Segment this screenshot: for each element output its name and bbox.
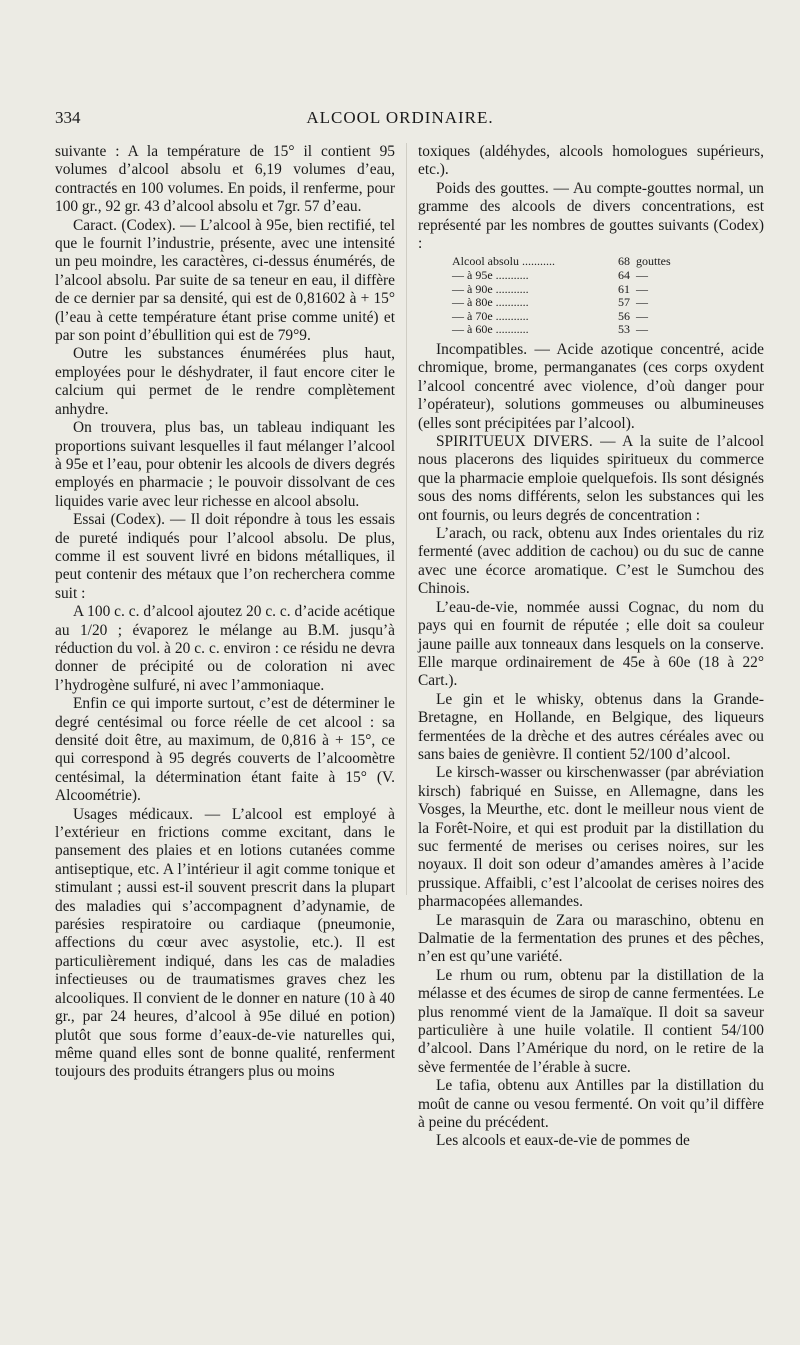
paragraph: SPIRITUEUX DIVERS. — A la suite de l’alcool nous placerons des liquides spiritueux du commerce que la pharmacie emploie quelquefois. Ils sont désignés sous des noms différents, selon les substances qui les ont fournis, ou leurs degrés de concentration : [418,433,764,524]
drops-unit: — [636,308,648,323]
page-header [55,108,745,134]
drops-label: — à 80e ........... [452,295,529,310]
paragraph: toxiques (aldéhydes, alcools homologues supérieurs, etc.). [418,143,764,179]
drops-count: 68 [618,254,630,269]
drops-row [452,310,764,324]
paragraph: Le rhum ou rum, obtenu par la distillation de la mélasse et des écumes de sirop de canne fermentées. Le plus renommé vient de la Jamaïque. Il doit sa saveur particulière à une huile volatile. Il contient 54/100 d’alcool. Dans l’Amérique du nord, on le retire de la sève fermentée de l’érable à sucre. [418,966,764,1076]
paragraph: suivante : A la température de 15° il contient 95 volumes d’alcool absolu et 6,19 volumes d’eau, contractés en 100 volumes. En poids, il renferme, pour 100 gr., 92 gr. 43 d’alcool absolu et 7gr. 57 d’eau. [55,143,395,216]
drops-row [452,255,764,269]
paragraph: On trouvera, plus bas, un tableau indiquant les proportions suivant lesquelles il faut mélanger l’alcool à 95e et l’eau, pour obtenir les alcools de divers degrés employés en pharmacie ; le pouvoir dissolvant de ces liquides varie avec leur richesse en alcool absolu. [55,419,395,510]
drops-unit: gouttes [636,254,671,269]
paragraph: Caract. (Codex). — L’alcool à 95e, bien rectifié, tel que le fournit l’industrie, présente, avec une intensité un peu moindre, les caractères, ci-dessus énumérés, de l’alcool absolu. Par suite de sa teneur en eau, il diffère de ce dernier par sa densité, qui est de 0,81602 à + 15° (l’eau à cette température étant prise comme unité) et par son point d’ébullition qui est de 79°9. [55,216,395,345]
drops-count: 53 [618,322,630,337]
paragraph: L’eau-de-vie, nommée aussi Cognac, du nom du pays qui en fournit de réputée ; elle doit sa couleur jaune paille aux tonneaux dans lesquels on la conserve. Elle marque ordinairement de 45e à 60e (18 à 22° Cart.). [418,598,764,690]
paragraph: Le marasquin de Zara ou maraschino, obtenu en Dalmatie de la fermentation des prunes et des pêches, n’en est qu’une variété. [418,911,764,966]
drops-label: — à 70e ........... [452,308,529,323]
column-divider [406,143,407,895]
drops-label: — à 95e ........... [452,268,529,283]
drops-unit: — [636,322,648,337]
drops-count: 61 [618,281,630,296]
paragraph: Le tafia, obtenu aux Antilles par la distillation du moût de canne ou vesou fermenté. On voit qu’il diffère à peine du précédent. [418,1077,764,1132]
drops-row [452,283,764,297]
drops-table [452,255,764,337]
running-title: ALCOOL ORDINAIRE. [306,108,494,127]
paragraph: Essai (Codex). — Il doit répondre à tous les essais de pureté indiqués pour l’alcool absolu. De plus, comme il est souvent livré en bidons métalliques, il peut contenir des métaux que l’on recherchera comme suit : [55,511,395,602]
drops-label: Alcool absolu ........... [452,254,555,269]
drops-unit: — [636,295,648,310]
drops-row [452,269,764,283]
paragraph: Le kirsch-wasser ou kirschenwasser (par abréviation kirsch) fabriqué en Suisse, en Allemagne, dans les Vosges, la Meurthe, etc. dont le meilleur nous vient de la Forêt-Noire, et qui est produit par la distillation du suc fermenté de merises ou cerises noires, sur les noyaux. Il doit son odeur d’amandes amères à l’acide prussique. Affaibli, c’est l’alcoolat de cerises noires des pharmacopées allemandes. [418,764,764,911]
paragraph: Enfin ce qui importe surtout, c’est de déterminer le degré centésimal ou force réelle de cet alcool : sa densité doit être, au maximum, de 0,816 à + 15°, ce qui correspond à 95 degrés couverts de l’alcoomètre centésimal, la détermination étant faite à 15° (V. Alcoométrie). [55,695,395,805]
paragraph: Le gin et le whisky, obtenus dans la Grande-Bretagne, en Hollande, en Belgique, des liqueurs fermentées de la drèche et des autres céréales avec ou sans baies de genièvre. Il contient 52/100 d’alcool. [418,690,764,763]
drops-unit: — [636,268,648,283]
drops-count: 56 [618,308,630,323]
drops-unit: — [636,281,648,296]
page-number: 334 [55,108,81,127]
left-column [55,143,395,1082]
drops-label: — à 90e ........... [452,281,529,296]
paragraph: L’arach, ou rack, obtenu aux Indes orientales du riz fermenté (avec addition de cachou) ou du suc de canne avec une écorce aromatique. C’est le Sumchou des Chinois. [418,525,764,598]
drops-row [452,296,764,310]
drops-label: — à 60e ........... [452,322,529,337]
paragraph: Incompatibles. — Acide azotique concentré, acide chromique, brome, permanganates (ces corps oxydent l’alcool concentré avec violence, d’où danger pour l’opérateur), solutions gommeuses ou albumineuses (elles sont précipitées par l’alcool). [418,341,764,432]
drops-count: 64 [618,268,630,283]
right-column [418,143,764,1151]
drops-count: 57 [618,295,630,310]
paragraph: Usages médicaux. — L’alcool est employé à l’extérieur en frictions comme excitant, dans le pansement des plaies et en lotions cutanées comme antiseptique, etc. A l’intérieur il agit comme tonique et stimulant ; aussi est-il souvent prescrit dans la plupart des maladies qui s’accompagnent d’adynamie, de parésies respiratoire ou cardiaque (pneumonie, affections du cœur avec asystolie, etc.). Il est particulièrement indiqué, dans les cas de maladies infectieuses ou de traumatismes graves chez les alcooliques. Il convient de le donner en nature (10 à 40 gr., par 24 heures, d’alcool à 95e dilué en potion) plutôt que sous forme d’eaux-de-vie naturelles qui, même quand elles sont de bonne qualité, renferment toujours des produits étrangers plus ou moins [55,805,395,1081]
drops-row [452,323,764,337]
paragraph: Les alcools et eaux-de-vie de pommes de [436,1132,690,1150]
paragraph: Outre les substances énumérées plus haut, employées pour le déshydrater, il faut encore citer le calcium qui permet de le rendre complètement anhydre. [55,345,395,418]
paragraph: Poids des gouttes. — Au compte-gouttes normal, un gramme des alcools de divers concentrations, est représenté par les nombres de gouttes suivants (Codex) : [418,179,764,253]
paragraph: A 100 c. c. d’alcool ajoutez 20 c. c. d’acide acétique au 1/20 ; évaporez le mélange au B.M. jusqu’à réduction du vol. à 20 c. c. environ : ce résidu ne devra donner de précipité ou de coloration ni avec l’hydrogène sulfuré, ni avec l’ammoniaque. [55,603,395,694]
